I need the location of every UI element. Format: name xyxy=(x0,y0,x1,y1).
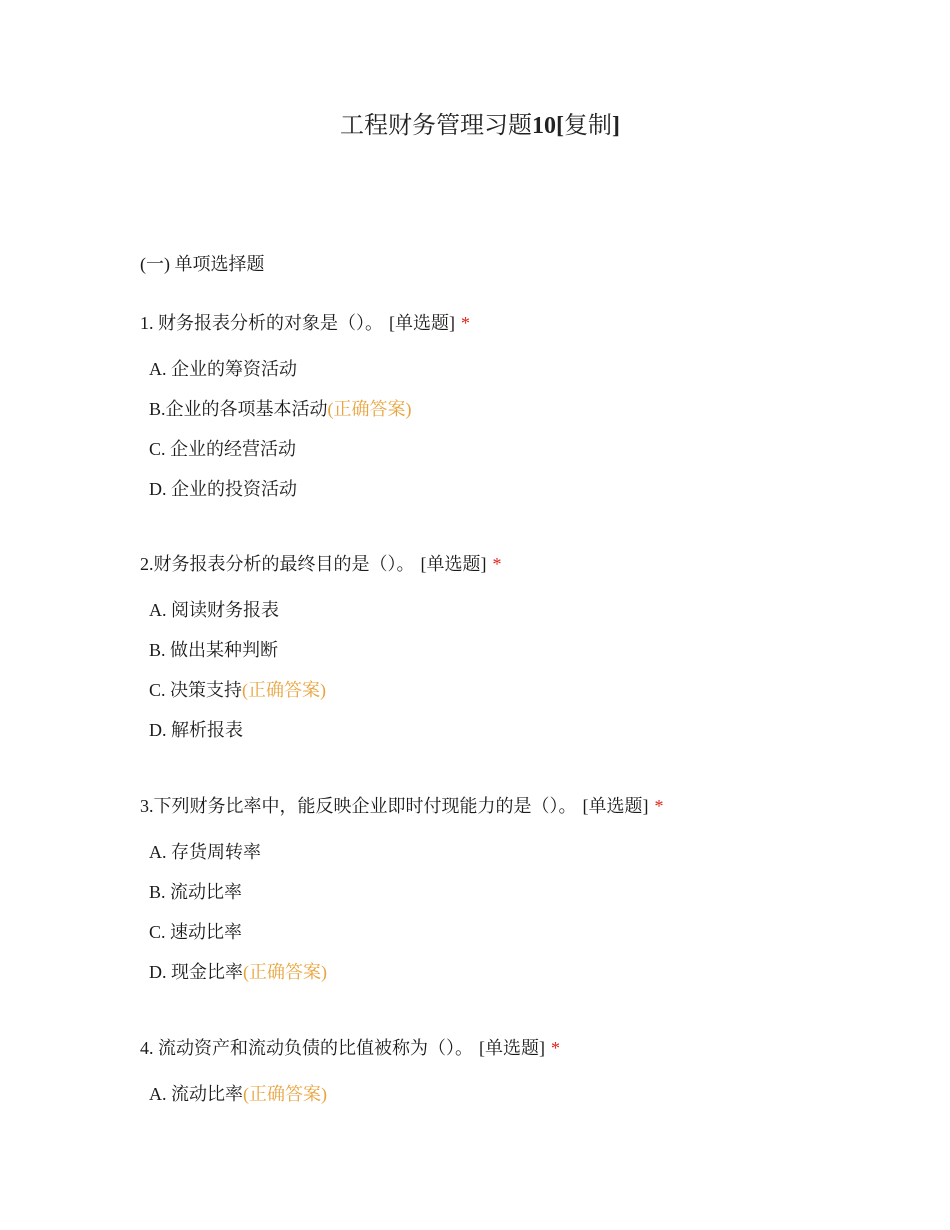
question-4 xyxy=(140,1036,900,1106)
question-text: 2.财务报表分析的最终目的是（）。 xyxy=(140,554,415,574)
option-text: A. 企业的筹资活动 xyxy=(149,359,297,379)
correct-answer-label: (正确答案) xyxy=(243,962,327,982)
question-stem xyxy=(140,794,900,818)
option-text: D. 解析报表 xyxy=(149,720,243,740)
question-text: 1. 财务报表分析的对象是（）。 xyxy=(140,313,383,333)
title-bracket-close: ] xyxy=(612,113,620,139)
option-text: C. 企业的经营活动 xyxy=(149,439,297,459)
option-a[interactable] xyxy=(149,357,900,381)
question-text: 3.下列财务比率中，能反映企业即时付现能力的是（）。 xyxy=(140,796,577,816)
question-type-label: [单选题] xyxy=(420,554,487,574)
option-text: D. 企业的投资活动 xyxy=(149,479,297,499)
option-c[interactable] xyxy=(149,437,900,461)
correct-answer-label: (正确答案) xyxy=(327,399,412,419)
option-text: D. 现金比率 xyxy=(149,962,243,982)
option-b[interactable] xyxy=(149,397,900,421)
title-bracket-open: [ xyxy=(556,113,564,139)
title-suffix: 复制 xyxy=(564,113,612,139)
question-stem xyxy=(140,552,900,576)
option-a[interactable] xyxy=(149,1082,900,1106)
option-text: A. 存货周转率 xyxy=(149,842,261,862)
question-type-label: [单选题] xyxy=(582,796,649,816)
question-2 xyxy=(140,552,900,742)
question-stem xyxy=(140,1036,900,1060)
option-text: C. 决策支持 xyxy=(149,680,243,700)
correct-answer-label: (正确答案) xyxy=(243,1084,327,1104)
title-text: 工程财务管理习题 xyxy=(340,113,532,139)
question-1 xyxy=(140,311,900,501)
question-type-label: [单选题] xyxy=(479,1038,545,1058)
page-title xyxy=(0,110,950,142)
question-type-label: [单选题] xyxy=(389,313,455,333)
option-d[interactable] xyxy=(149,960,900,984)
option-c[interactable] xyxy=(149,678,900,702)
section-heading: (一) 单项选择题 xyxy=(140,254,265,274)
required-mark: * xyxy=(492,554,502,574)
option-text: B. 流动比率 xyxy=(149,882,243,902)
option-text: A. 阅读财务报表 xyxy=(149,600,279,620)
option-text: C. 速动比率 xyxy=(149,922,243,942)
option-a[interactable] xyxy=(149,598,900,622)
option-b[interactable] xyxy=(149,638,900,662)
title-number: 10 xyxy=(532,113,556,139)
option-d[interactable] xyxy=(149,718,900,742)
required-mark: * xyxy=(654,796,664,816)
required-mark: * xyxy=(551,1038,560,1058)
question-stem xyxy=(140,311,900,335)
option-b[interactable] xyxy=(149,880,900,904)
option-a[interactable] xyxy=(149,840,900,864)
option-text: B.企业的各项基本活动 xyxy=(149,399,328,419)
question-3 xyxy=(140,794,900,984)
option-d[interactable] xyxy=(149,477,900,501)
option-text: A. 流动比率 xyxy=(149,1084,243,1104)
option-c[interactable] xyxy=(149,920,900,944)
option-text: B. 做出某种判断 xyxy=(149,640,279,660)
correct-answer-label: (正确答案) xyxy=(242,680,327,700)
question-text: 4. 流动资产和流动负债的比值被称为（）。 xyxy=(140,1038,473,1058)
required-mark: * xyxy=(461,313,470,333)
